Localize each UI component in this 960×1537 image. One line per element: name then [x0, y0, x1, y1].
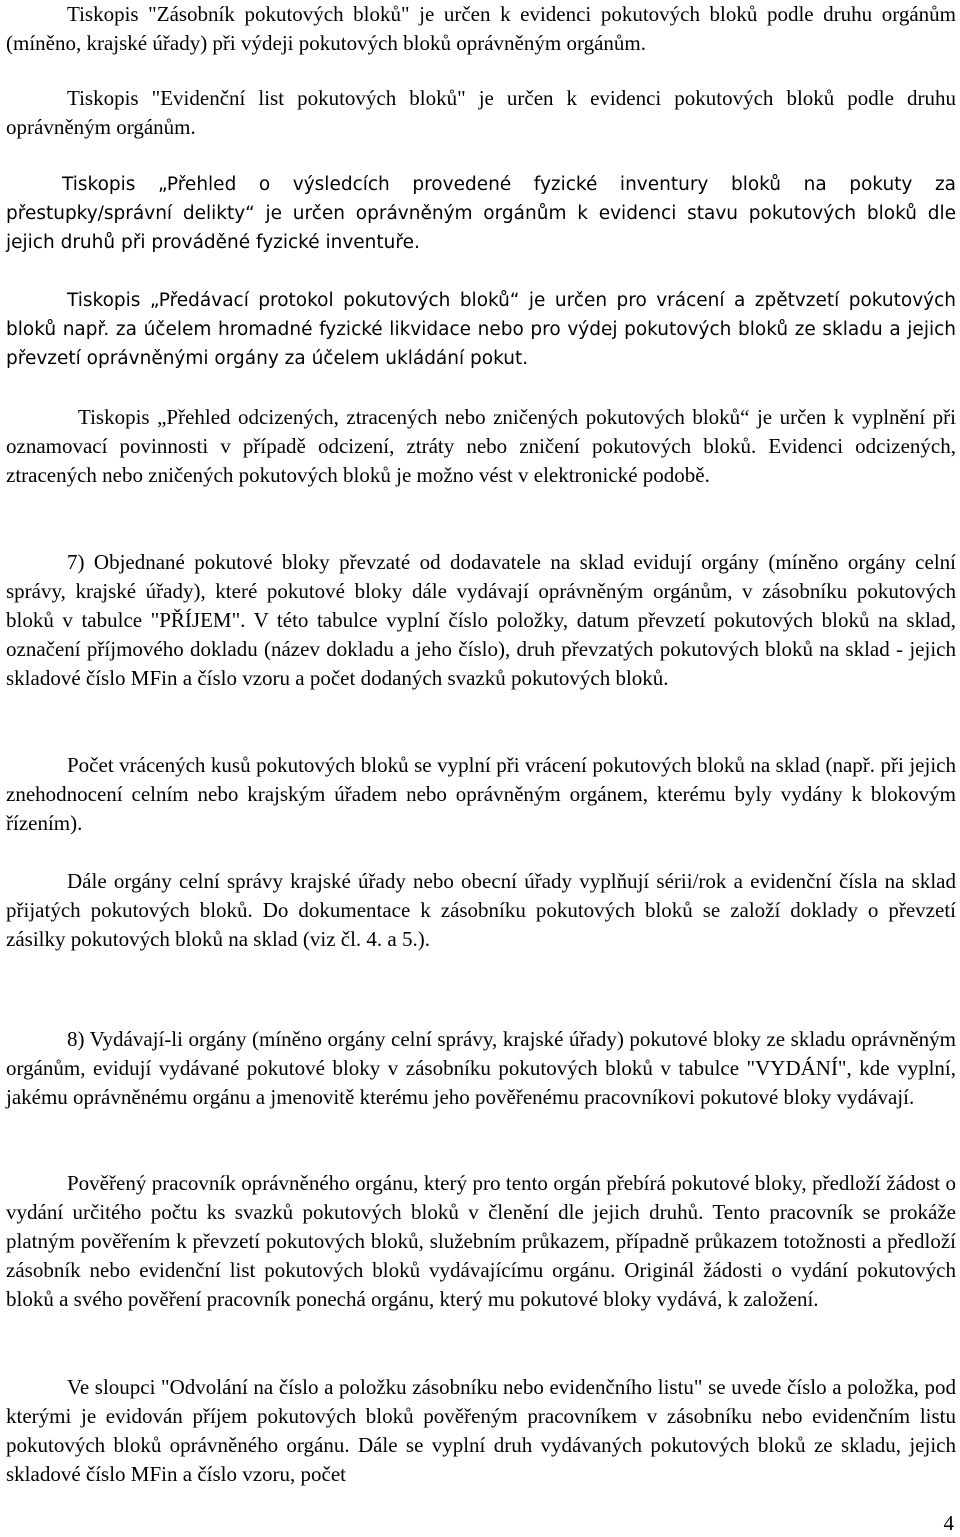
paragraph-section-8: 8) Vydávají-li orgány (míněno orgány celní správy, krajské úřady) pokutové bloky ze skladu oprávněným orgánům, evidují vydávané pokutové bloky v zásobníku pokutových bloků v tabulce "VYDÁNÍ", kde vyplní, jakému oprávněnému orgánu a jmenovitě kterému jeho pověřenému pracovníkovi pokutové bloky vydávají. — [6, 1027, 956, 1109]
paragraph-povereny-pracovnik: Pověřený pracovník oprávněného orgánu, který pro tento orgán přebírá pokutové bloky, předloží žádost o vydání určitého počtu ks svazků pokutových bloků v členění dle jejich druhů. Tento pracovník se prokáže platným pověřením k převzetí pokutových bloků, služebním průkazem, případně průkazem totožnosti a předloží zásobník nebo evidenční list pokutových bloků vydávajícímu orgánu. Originál žádosti o vydání pokutových bloků a svého pověření pracovník ponechá orgánu, který mu pokutové bloky vydává, k založení. — [6, 1171, 956, 1311]
paragraph-serie-rok: Dále orgány celní správy krajské úřady nebo obecní úřady vyplňují sérii/rok a evidenční čísla na sklad přijatých pokutových bloků. Do dokumentace k zásobníku pokutových bloků se založí doklady o převzetí zásilky pokutových bloků na sklad (viz čl. 4. a 5.). — [6, 869, 956, 951]
paragraph-section-7: 7) Objednané pokutové bloky převzaté od dodavatele na sklad evidují orgány (míněno orgány celní správy, krajské úřady), které pokutové bloky dále vydávají oprávněným orgánům, v zásobníku pokutových bloků v tabulce "PŘÍJEM". V této tabulce vyplní číslo položky, datum převzetí pokutových bloků na sklad, označení příjmového dokladu (název dokladu a jeho číslo), druh převzatých pokutových bloků na sklad - jejich skladové číslo MFin a číslo vzoru a počet dodaných svazků pokutových bloků. — [6, 550, 956, 690]
paragraph-sloupec-odvolani: Ve sloupci "Odvolání na číslo a položku zásobníku nebo evidenčního listu" se uvede číslo a položka, pod kterými je evidován příjem pokutových bloků pověřeným pracovníkem v zásobníku nebo evidenčním listu pokutových bloků oprávněného orgánu. Dále se vyplní druh vydávaných pokutových bloků ze skladu, jejich skladové číslo MFin a číslo vzoru, počet — [6, 1375, 956, 1486]
paragraph-vracene-kusy: Počet vrácených kusů pokutových bloků se vyplní při vrácení pokutových bloků na sklad (např. při jejich znehodnocení celním nebo krajským úřadem nebo oprávněným orgánem, kterému byly vydány k blokovým řízením). — [6, 753, 956, 835]
paragraph-zasobnik: Tiskopis "Zásobník pokutových bloků" je určen k evidenci pokutových bloků podle druhu orgánům (míněno, krajské úřady) při výdeji pokutových bloků oprávněným orgánům. — [6, 2, 956, 55]
paragraph-evidencni-list: Tiskopis "Evidenční list pokutových bloků" je určen k evidenci pokutových bloků podle druhu oprávněným orgánům. — [6, 86, 956, 139]
paragraph-predavaci-protokol: Tiskopis „Předávací protokol pokutových bloků“ je určen pro vrácení a zpětvzetí pokutových bloků např. za účelem hromadné fyzické likvidace nebo pro výdej pokutových bloků ze skladu a jejich převzetí oprávněnými orgány za účelem ukládání pokut. — [6, 290, 956, 369]
paragraph-inventura: Tiskopis „Přehled o výsledcích provedené fyzické inventury bloků na pokuty za přestupky/správní delikty“ je určen oprávněným orgánům k evidenci stavu pokutových bloků dle jejich druhů při prováděné fyzické inventuře. — [6, 174, 956, 253]
page-number: 4 — [943, 1511, 954, 1535]
paragraph-odcizene-bloky: Tiskopis „Přehled odcizených, ztracených nebo zničených pokutových bloků“ je určen k vyplnění při oznamovací povinnosti v případě odcizení, ztráty nebo zničení pokutových bloků. Evidenci odcizených, ztracených nebo zničených pokutových bloků je možno vést v elektronické podobě. — [6, 405, 956, 487]
